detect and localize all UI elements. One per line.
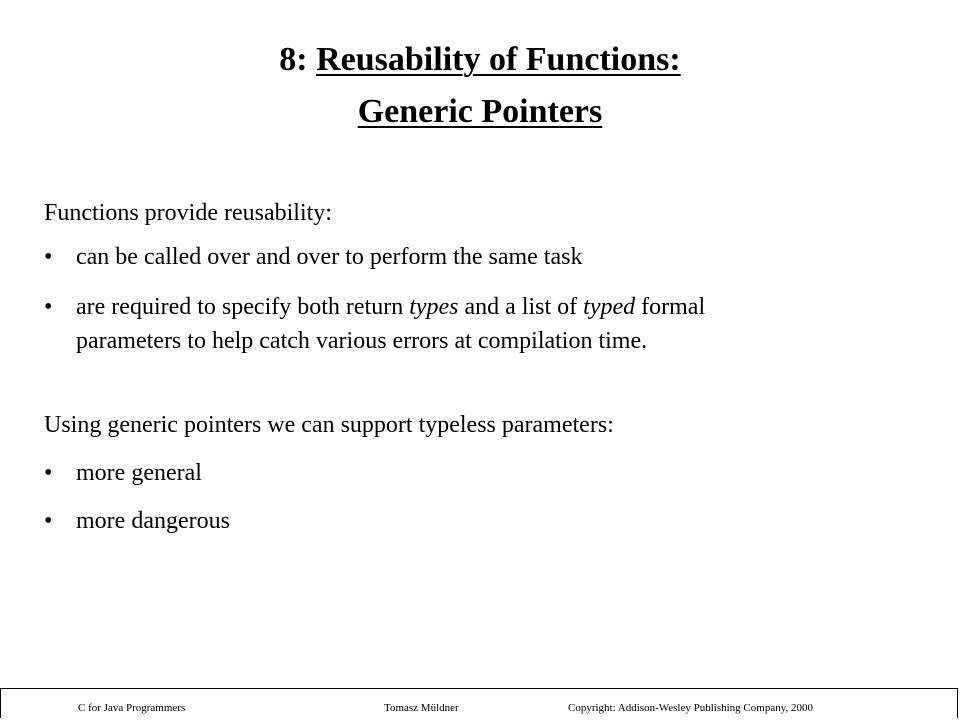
footer-author: Tomasz Müldner	[384, 702, 459, 714]
bullet-text: more general	[76, 460, 202, 486]
bullet-text	[76, 292, 705, 322]
bullet-text: can be called over and over to perform the same task	[76, 244, 583, 270]
bullet-icon: •	[44, 460, 53, 486]
bullet-text-emphasis: types	[409, 294, 459, 320]
bullet-text-part: and a list of	[458, 294, 584, 320]
footer-copyright: Copyright: Addison-Wesley Publishing Company, 2000	[568, 702, 813, 714]
slide-title-line2	[0, 90, 960, 134]
slide-title-line1	[0, 38, 960, 82]
bullet-text-continuation: parameters to help catch various errors at compilation time.	[76, 328, 648, 354]
bullet-icon: •	[44, 508, 53, 534]
title-main: Reusability of Functions:	[316, 41, 681, 78]
title-prefix: 8:	[279, 41, 317, 78]
section1-heading: Functions provide reusability:	[44, 200, 332, 226]
bullet-text: more dangerous	[76, 508, 230, 534]
bullet-text-part: formal	[635, 294, 706, 320]
footer-course: C for Java Programmers	[78, 702, 186, 714]
bullet-text-part: are required to specify both return	[76, 294, 410, 320]
title-subtitle: Generic Pointers	[357, 93, 603, 130]
bullet-text-emphasis: typed	[583, 294, 636, 320]
section2-heading: Using generic pointers we can support typeless parameters:	[44, 412, 614, 438]
bullet-icon: •	[44, 244, 53, 270]
bullet-icon: •	[44, 294, 53, 320]
